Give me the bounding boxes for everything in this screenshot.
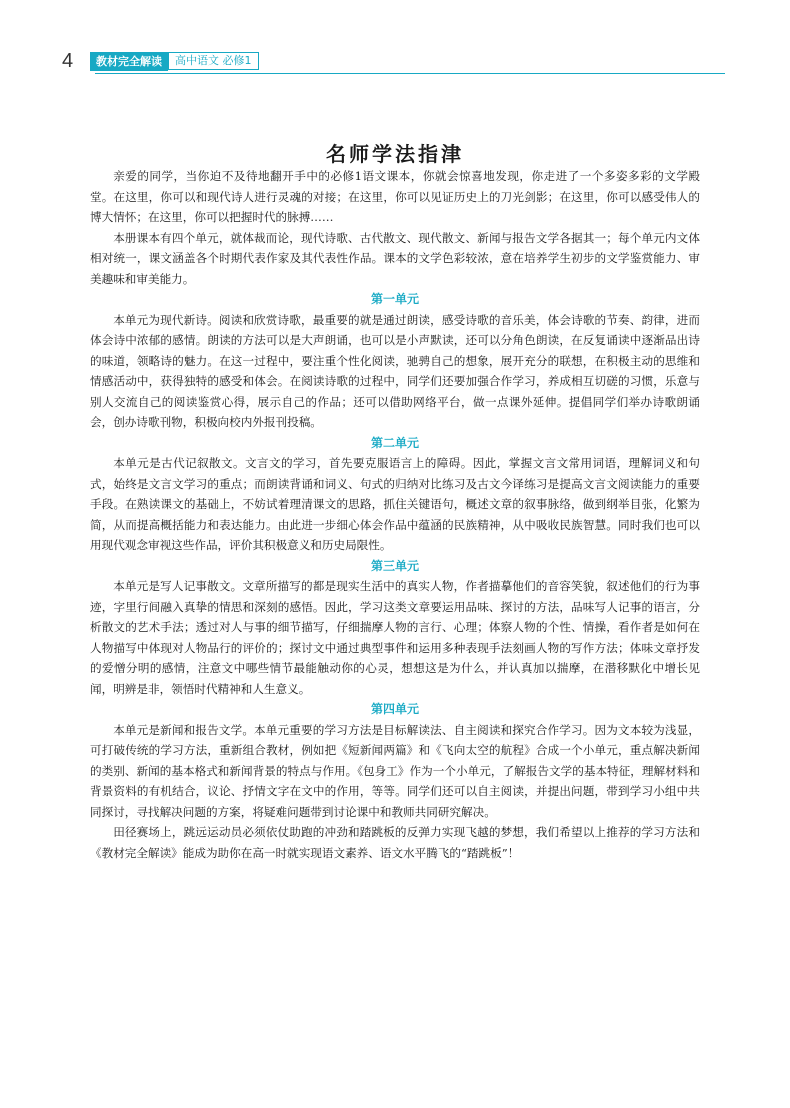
closing-paragraph: 田径赛场上，跳远运动员必须依仗助跑的冲劲和踏跳板的反弹力实现飞越的梦想，我们希望以上推荐的学习方法和《教材完全解读》能成为助你在高一时就实现语文素养、语文水平腾飞的“踏跳板”！: [90, 825, 700, 860]
unit-heading: 第四单元: [370, 702, 419, 716]
unit-heading: 第二单元: [370, 435, 419, 450]
unit-paragraph: 本单元是新闻和报告文学。本单元重要的学习方法是目标解读法、自主阅读和探究合作学习。因为文本较为浅显，可打破传统的学习方法，重新组合教材，例如把《短新闻两篇》和《飞向太空的航程》合成一个小单元，重点解决新闻的类别、新闻的基本格式和新闻背景的特点与作用。《包身工》作为一个小单元，了解报告文学的基本特征，理解材料和背景资料的有机结合，议论、抒情文字在文中的作用，等等。同学们还可以自主阅读，并提出问题，带到学习小组中共同探讨，寻找解决问题的方案，将疑难问题带到讨论课中和教师共同研究解决。: [90, 722, 700, 819]
unit-paragraph: 本单元为现代新诗。阅读和欣赏诗歌，最重要的就是通过朗读，感受诗歌的音乐美，体会诗歌的节奏、韵律，进而体会诗中浓郁的感情。朗读的方法可以是大声朗诵，也可以是小声默读，还可以分角色朗读，在反复诵读中逐渐品出诗的味道，领略诗的魅力。在这一过程中，要注重个性化阅读，驰骋自己的想象，展开充分的联想，在积极主动的思维和情感活动中，获得独特的感受和体会。在阅读诗歌的过程中，同学们还要加强合作学习，养成相互切磋的习惯，乐意与别人交流自己的阅读鉴赏心得，展示自己的作品；还可以借助网络平台，做一点课外延伸。提倡同学们举办诗歌朗诵会，创办诗歌刊物，积极向校内外报刊投稿。: [90, 312, 700, 429]
book-label: 高中语文 必修1: [168, 52, 259, 70]
unit-heading: 第一单元: [370, 292, 419, 306]
page-title: 名师学法指津: [326, 142, 464, 166]
unit-paragraph: 本单元是古代记叙散文。文言文的学习，首先要克服语言上的障碍。因此，掌握文言文常用词语，理解词义和句式，始终是文言文学习的重点；而朗读背诵和词义、句式的归纳对比练习及古文今译练习是提高文言文阅读能力的重要手段。在熟读课文的基础上，不妨试着理清课文的思路，抓住关键语句，概述文章的叙事脉络，做到纲举目张，化繁为简，从而提高概括能力和表达能力。由此进一步细心体会作品中蕴涵的民族精神，从中吸收民族智慧。同时我们也可以用现代观念审视这些作品，评价其积极意义和历史局限性。: [90, 456, 700, 552]
page-number: 4: [62, 49, 74, 72]
unit-heading: 第三单元: [370, 558, 419, 573]
unit-paragraph: 本单元是写人记事散文。文章所描写的都是现实生活中的真实人物，作者描摹他们的音容笑貌，叙述他们的行为事迹，字里行间融入真挚的情思和深刻的感悟。因此，学习这类文章要运用品味、探讨的方法，品味写人记事的语言，分析散文的艺术手法；透过对人与事的细节描写，仔细揣摩人物的言行、心理；体察人物的个性、情操，看作者是如何在人物描写中体现对人物品行的评价的；探讨文中通过典型事件和运用多种表现手法刻画人物的写作方法；体味文章抒发的爱憎分明的感情，注意文中哪些情节最能触动你的心灵，想想这是为什么，并认真加以揣摩，在潜移默化中增长见闻，明辨是非，领悟时代精神和人生意义。: [90, 579, 700, 696]
intro-paragraph: 亲爱的同学，当你迫不及待地翻开手中的必修1语文课本，你就会惊喜地发现，你走进了一个多姿多彩的文学殿堂。在这里，你可以和现代诗人进行灵魂的对接；在这里，你可以见证历史上的刀光剑影；在这里，你可以感受伟人的博大情怀；在这里，你可以把握时代的脉搏……: [90, 169, 700, 224]
series-label: 教材完全解读: [90, 52, 168, 71]
header-rule: [95, 73, 725, 74]
main-content: [90, 166, 700, 863]
page-header: [62, 50, 259, 72]
intro-paragraph: 本册课本有四个单元，就体裁而论，现代诗歌、古代散文、现代散文、新闻与报告文学各据其一；每个单元内文体相对统一，课文涵盖各个时期代表作家及其代表性作品。课本的文学色彩较浓，意在培养学生初步的文学鉴赏能力、审美趣味和审美能力。: [90, 230, 700, 286]
